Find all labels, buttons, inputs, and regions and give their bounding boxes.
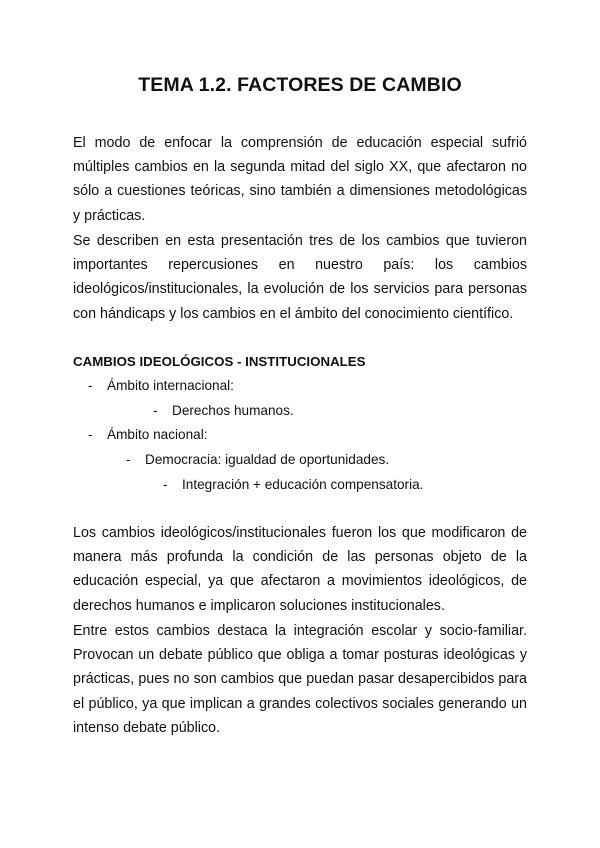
bullet-dash: - xyxy=(163,477,168,492)
list-item-label: Ámbito nacional: xyxy=(107,427,208,442)
intro-paragraph-2: Se describen en esta presentación tres de los cambios que tuvieron importantes repercusiones en nuestro país: los cambios ideológicos/institucionales, la evolución de los servicios para personas con hándicaps y los cambios en el ámbito del conocimiento científico. xyxy=(73,233,527,322)
bullet-dash: - xyxy=(153,403,158,418)
list-item-label: Democracia: igualdad de oportunidades. xyxy=(145,452,390,467)
section-heading: CAMBIOS IDEOLÓGICOS - INSTITUCIONALES xyxy=(73,354,366,369)
body-paragraph-3: Los cambios ideológicos/institucionales fueron los que modificaron de manera más profunda la condición de las personas objeto de la educación especial, ya que afectaron a movimientos ideológicos, de derechos humanos e implicaron soluciones institucionales. xyxy=(73,525,527,614)
bullet-dash: - xyxy=(126,452,131,467)
list-item-label: Ámbito internacional: xyxy=(107,378,234,393)
bullet-dash: - xyxy=(88,378,93,393)
intro-paragraph-1: El modo de enfocar la comprensión de educación especial sufrió múltiples cambios en la segunda mitad del siglo XX, que afectaron no sólo a cuestiones teóricas, sino también a dimensiones metodológicas y prácticas. xyxy=(73,135,527,224)
list-item-label: Integración + educación compensatoria. xyxy=(182,477,424,492)
bullet-dash: - xyxy=(88,427,93,442)
page-title: TEMA 1.2. FACTORES DE CAMBIO xyxy=(138,74,462,96)
list-item-label: Derechos humanos. xyxy=(172,403,294,418)
body-paragraph-4: Entre estos cambios destaca la integración escolar y socio-familiar. Provocan un debate público que obliga a tomar posturas ideológicas y prácticas, pues no son cambios que puedan pasar desapercibidos para el público, ya que implican a grandes colectivos sociales generando un intenso debate público. xyxy=(73,623,527,736)
